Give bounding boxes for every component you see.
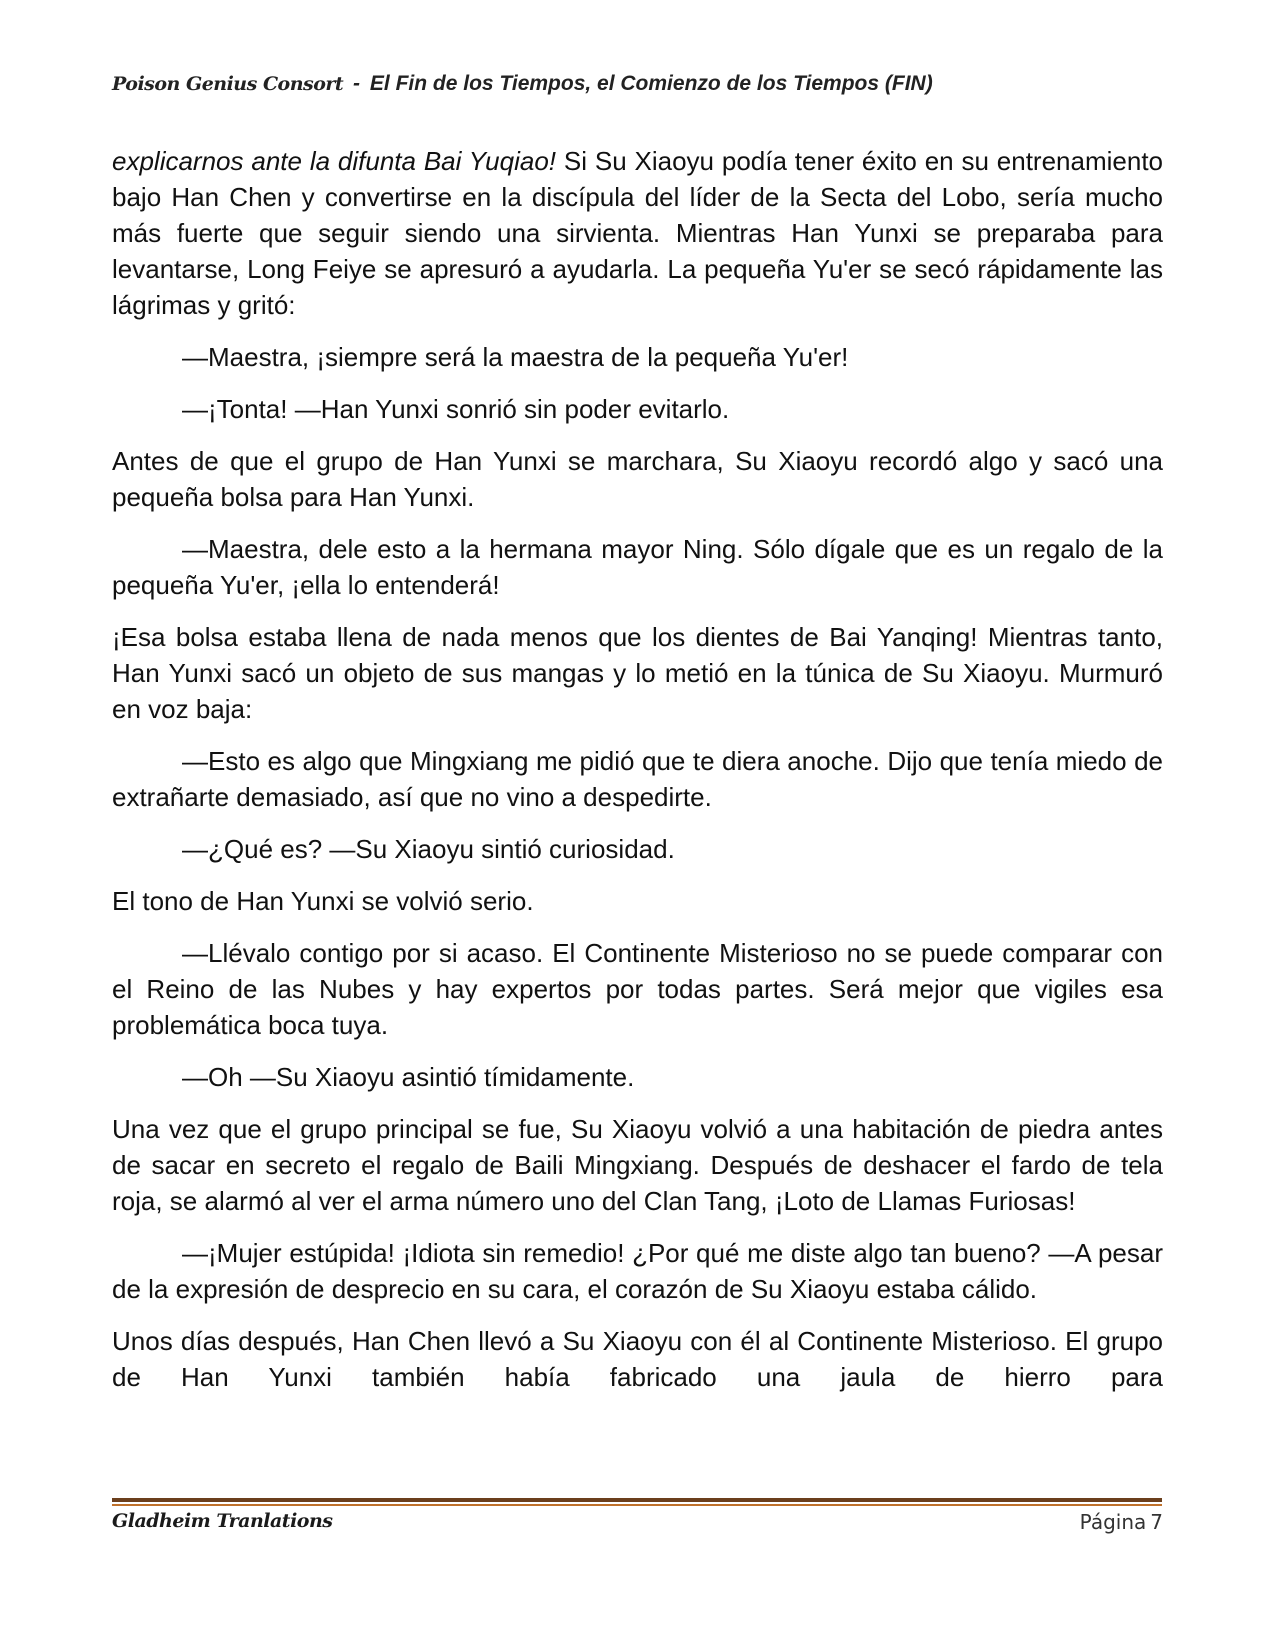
paragraph: [112, 143, 1163, 323]
footer-divider: [112, 1498, 1162, 1506]
header-separator: -: [353, 72, 361, 95]
paragraph-text: Si Su Xiaoyu podía tener éxito en su entrenamiento bajo Han Chen y convertirse en la discípula del líder de la Secta del Lobo, sería mucho más fuerte que seguir siendo una sirvienta. Mientras Han Yunxi se preparaba para levantarse, Long Feiye se apresuró a ayudarla. La pequeña Yu'er se secó rápidamente las lágrimas y gritó:: [112, 146, 1164, 320]
running-header: [112, 72, 1162, 96]
paragraph: —Maestra, ¡siempre será la maestra de la pequeña Yu'er!: [182, 342, 849, 372]
body-text: [112, 143, 1163, 1395]
paragraph: —Llévalo contigo por si acaso. El Continente Misterioso no se puede comparar con el Reino de las Nubes y hay expertos por todas partes. Será mejor que vigiles esa problemática boca tuya.: [112, 938, 1163, 1040]
paragraph-italic-lead: explicarnos ante la difunta Bai Yuqiao!: [112, 146, 557, 176]
page-number-value: 7: [1150, 1510, 1163, 1534]
series-title: Poison Genius Consort: [112, 73, 344, 95]
footer-divider-thick: [112, 1498, 1162, 1502]
chapter-title: El Fin de los Tiempos, el Comienzo de los Tiempos (FIN): [369, 72, 933, 95]
footer-publisher: Gladheim Tranlations: [112, 1510, 333, 1532]
paragraph: Antes de que el grupo de Han Yunxi se marchara, Su Xiaoyu recordó algo y sacó una pequeña bolsa para Han Yunxi.: [112, 446, 1163, 512]
paragraph: —Oh —Su Xiaoyu asintió tímidamente.: [182, 1062, 635, 1092]
paragraph: —¡Mujer estúpida! ¡Idiota sin remedio! ¿Por qué me diste algo tan bueno? —A pesar de la expresión de desprecio en su cara, el corazón de Su Xiaoyu estaba cálido.: [112, 1238, 1163, 1304]
paragraph: —Esto es algo que Mingxiang me pidió que te diera anoche. Dijo que tenía miedo de extrañarte demasiado, así que no vino a despedirte.: [112, 746, 1163, 812]
paragraph: Una vez que el grupo principal se fue, Su Xiaoyu volvió a una habitación de piedra antes de sacar en secreto el regalo de Baili Mingxiang. Después de deshacer el fardo de tela roja, se alarmó al ver el arma número uno del Clan Tang, ¡Loto de Llamas Furiosas!: [112, 1114, 1163, 1216]
paragraph: —Maestra, dele esto a la hermana mayor Ning. Sólo dígale que es un regalo de la pequeña Yu'er, ¡ella lo entenderá!: [112, 534, 1163, 600]
paragraph: El tono de Han Yunxi se volvió serio.: [112, 886, 534, 916]
paragraph: ¡Esa bolsa estaba llena de nada menos que los dientes de Bai Yanqing! Mientras tanto, Han Yunxi sacó un objeto de sus mangas y lo metió en la túnica de Su Xiaoyu. Murmuró en voz baja:: [112, 622, 1163, 724]
page-number: [1080, 1510, 1163, 1534]
paragraph: —¿Qué es? —Su Xiaoyu sintió curiosidad.: [182, 834, 675, 864]
footer-divider-thin: [112, 1504, 1162, 1506]
paragraph: —¡Tonta! —Han Yunxi sonrió sin poder evitarlo.: [182, 394, 730, 424]
paragraph: Unos días después, Han Chen llevó a Su Xiaoyu con él al Continente Misterioso. El grupo de Han Yunxi también había fabricado una jaula de hierro para: [112, 1326, 1163, 1392]
page-label: Página: [1079, 1510, 1147, 1534]
